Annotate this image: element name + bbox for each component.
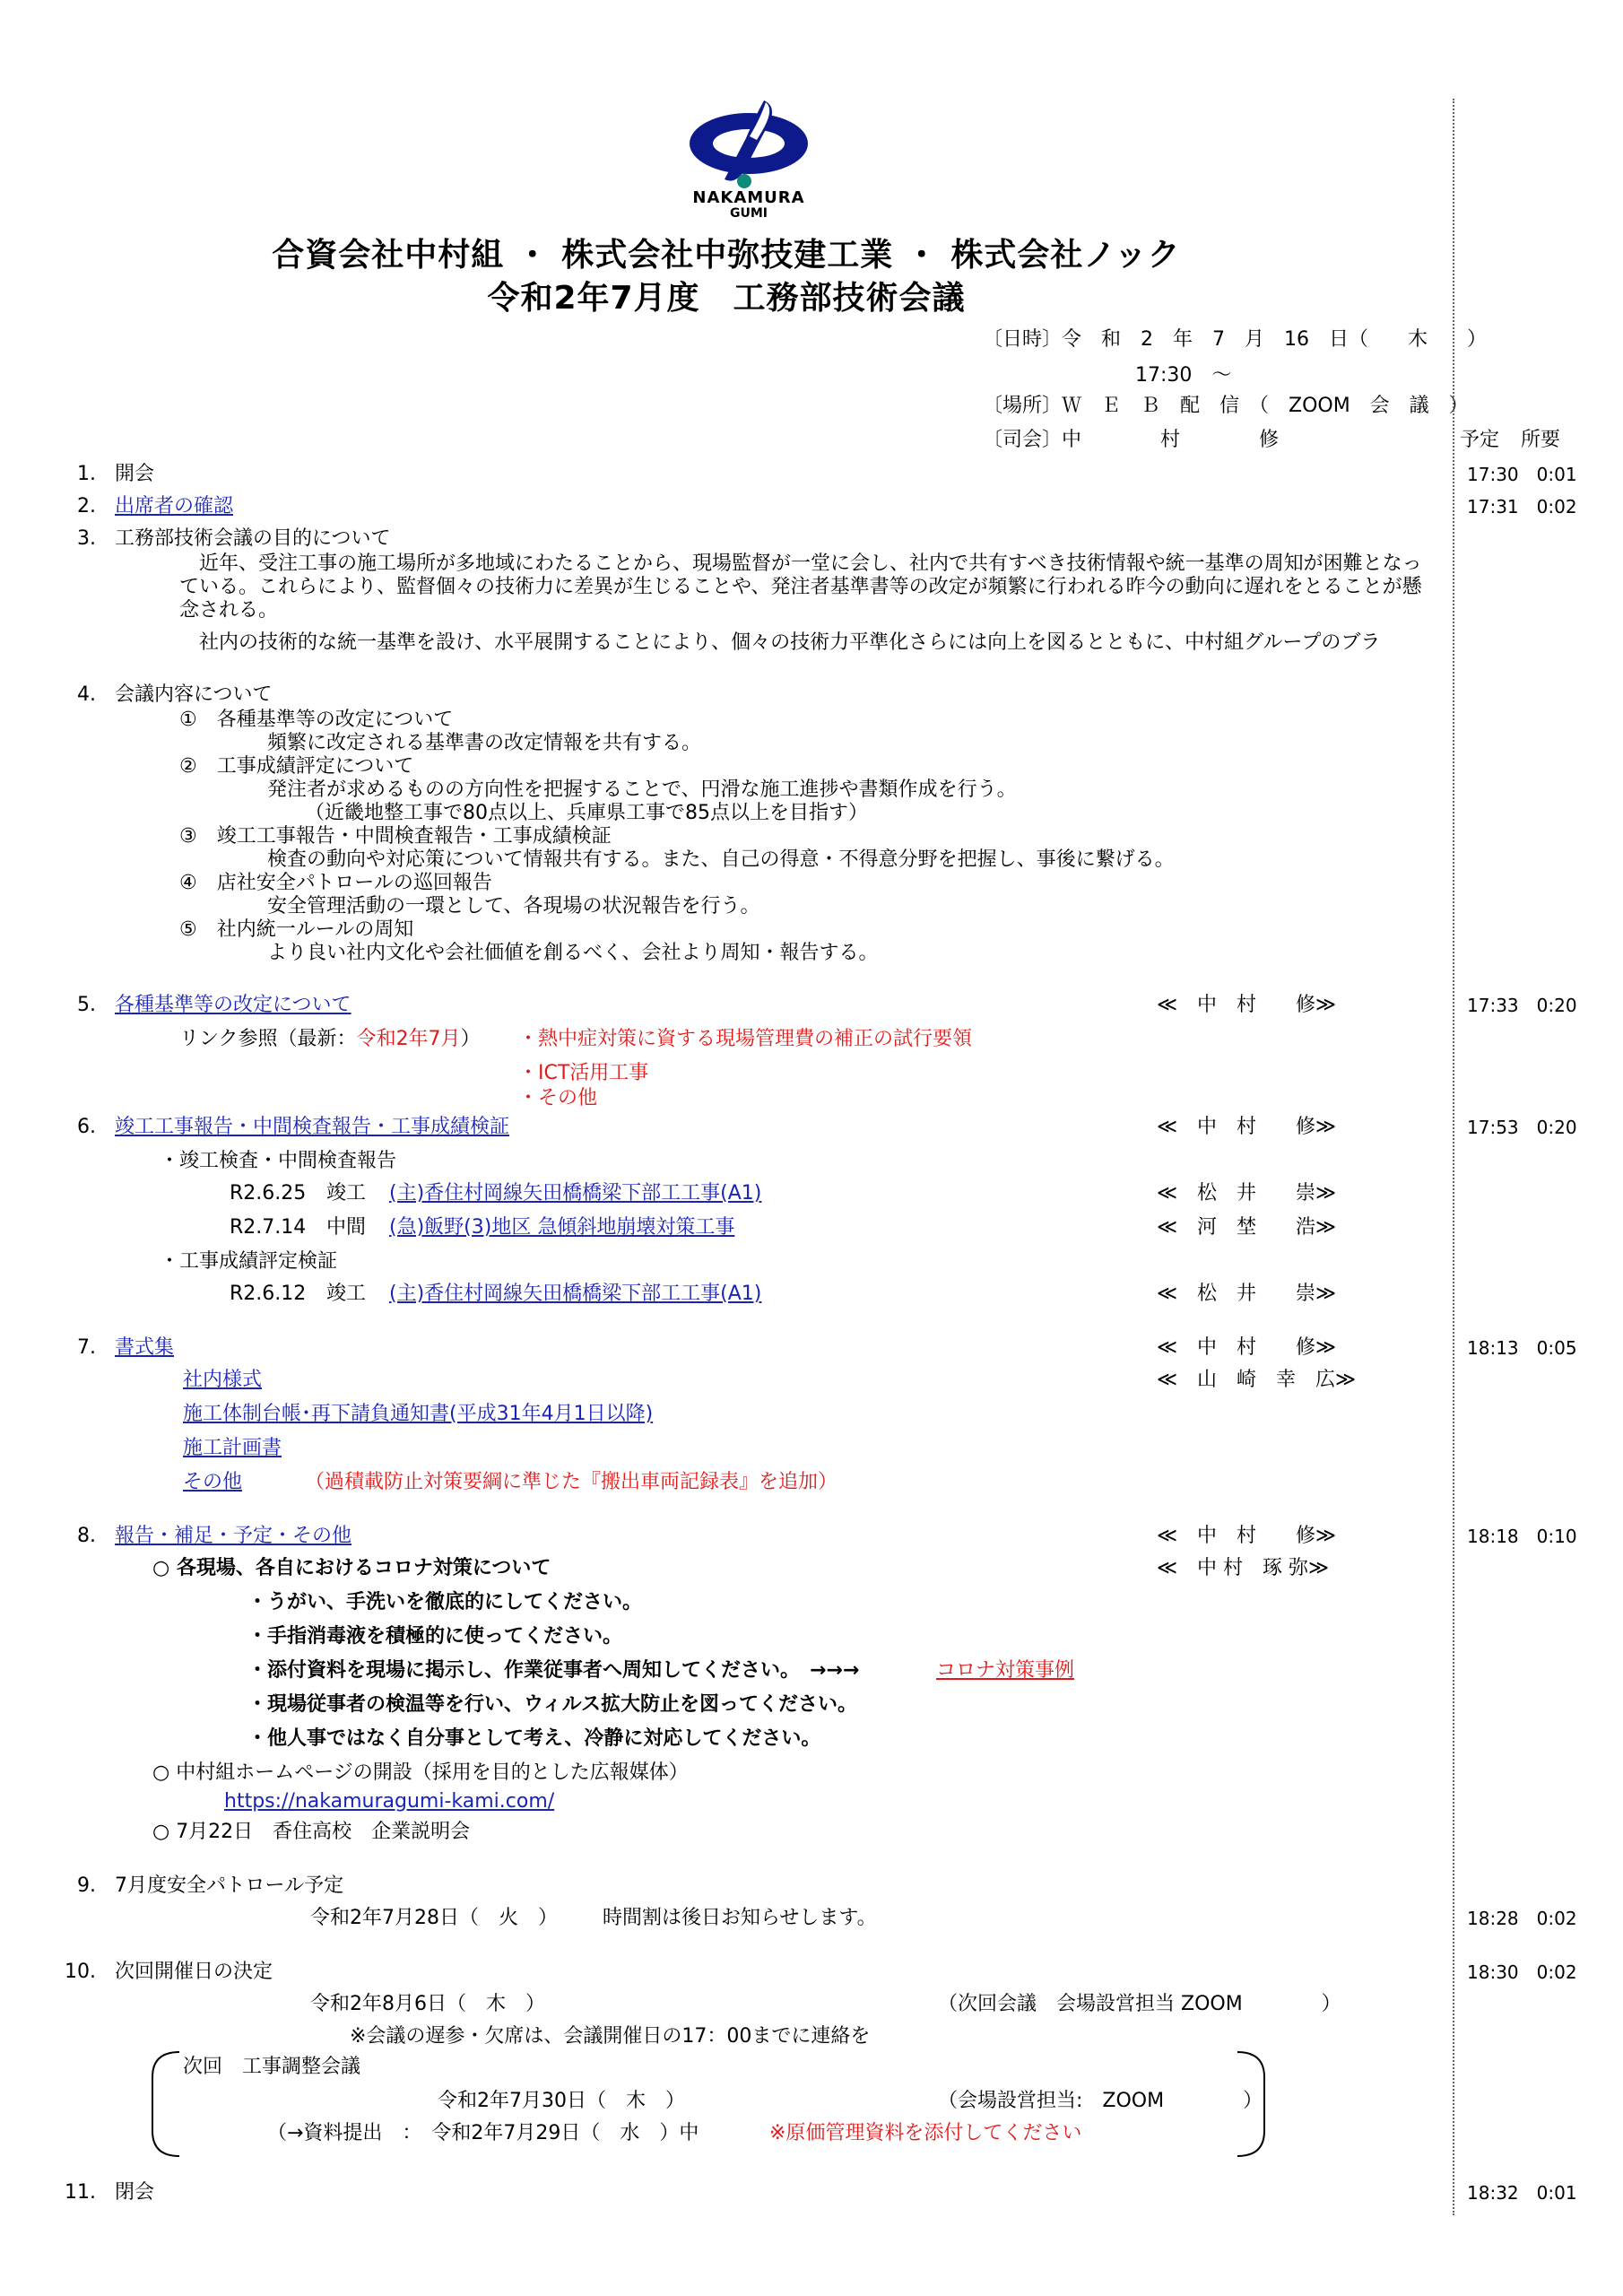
item-9-duration: 0:02 — [1536, 1908, 1577, 1929]
meeting-date: 〔日時〕令 和 2 年 7 月 16 日（ 木 ） — [983, 328, 1487, 351]
other-link[interactable]: ・その他 — [518, 1087, 598, 1109]
inspection-row-1-kind: 竣工 — [326, 1182, 367, 1205]
next-meeting-date: 令和2年8月6日（ 木 ） — [310, 1993, 545, 2015]
item-5-time: 17:33 — [1467, 995, 1519, 1016]
inspection-row-1-link[interactable]: (主)香住村岡線矢田橋橋梁下部工工事(A1) — [389, 1182, 762, 1205]
item-1-label: 開会 — [115, 463, 155, 485]
item-9-label: 7月度安全パトロール予定 — [115, 1874, 344, 1897]
construction-ledger-link[interactable]: 施工体制台帳･再下請負通知書(平成31年4月1日以降) — [183, 1403, 654, 1425]
item-6-duration: 0:20 — [1536, 1117, 1577, 1138]
purpose-paragraph-2: 社内の技術的な統一基準を設け、水平展開することにより、個々の技術力平準化さらには向上を図るとともに、中村組グループのブラ — [179, 631, 1381, 654]
agenda-line: 発注者が求めるものの方向性を把握することで、円滑な施工進捗や書類作成を行う。 — [267, 778, 1017, 801]
coordination-meeting-date: 令和2年7月30日（ 木 ） — [438, 2090, 685, 2112]
agenda-line: ⑤ 社内統一ルールの周知 — [179, 918, 414, 941]
inspection-row-2-date: R2.7.14 — [230, 1216, 307, 1239]
item-7-duration: 0:05 — [1536, 1337, 1577, 1359]
item-8-duration: 0:10 — [1536, 1526, 1577, 1547]
score-subheading: ・工事成績評定検証 — [160, 1250, 338, 1273]
covid-bullet: ・うがい、手洗いを徹底的にしてください。 — [247, 1591, 643, 1613]
item-10-time: 18:30 — [1467, 1961, 1519, 1983]
next-meeting-venue: （次回会議 会場設営担当 ZOOM ） — [938, 1993, 1341, 2015]
item-10-duration: 0:02 — [1536, 1961, 1577, 1983]
item-2-duration: 0:02 — [1536, 496, 1577, 517]
title-line-1: 合資会社中村組 ・ 株式会社中弥技建工業 ・ 株式会社ノック — [272, 237, 1181, 274]
agenda-line: 安全管理活動の一環として、各現場の状況報告を行う。 — [267, 895, 760, 918]
item-6-number: 6. — [77, 1116, 96, 1138]
agenda-line: ④ 店社安全パトロールの巡回報告 — [179, 872, 492, 894]
item-3-label: 工務部技術会議の目的について — [115, 527, 391, 550]
reference-date: 令和2年7月 — [356, 1028, 461, 1050]
item-3-number: 3. — [77, 527, 96, 550]
internal-forms-presenter: ≪ 山 崎 幸 広≫ — [1157, 1369, 1357, 1391]
item-2-number: 2. — [77, 495, 96, 517]
meeting-place: 〔場所〕Ｗ Ｅ Ｂ 配 信 （ ZOOM 会 議 ） — [983, 395, 1469, 417]
company-event-note: ○ 7月22日 香住高校 企業説明会 — [152, 1821, 471, 1843]
agenda-line: 頻繁に改定される基準書の改定情報を共有する。 — [267, 732, 702, 754]
forms-other-link[interactable]: その他 — [183, 1471, 243, 1493]
standards-revision-link[interactable]: 各種基準等の改定について — [115, 994, 352, 1016]
schedule-header-duration: 所要 — [1521, 429, 1561, 451]
item-1-time: 17:30 — [1467, 464, 1519, 485]
covid-heading: ○ 各現場、各自におけるコロナ対策について — [152, 1557, 551, 1579]
score-row-kind: 竣工 — [326, 1283, 367, 1305]
coordination-meeting-title: 次回 工事調整会議 — [183, 2056, 361, 2078]
inspection-report-link[interactable]: 竣工工事報告・中間検査報告・工事成績検証 — [115, 1116, 510, 1138]
material-deadline: （→資料提出 ： 令和2年7月29日（ 水 ）中 — [267, 2122, 699, 2144]
material-deadline-note: ※原価管理資料を添付してください — [769, 2122, 1082, 2144]
item-7-presenter: ≪ 中 村 修≫ — [1157, 1336, 1337, 1359]
score-row-date: R2.6.12 — [230, 1283, 307, 1305]
item-7-number: 7. — [77, 1336, 96, 1359]
inspection-row-1-presenter: ≪ 松 井 崇≫ — [1157, 1182, 1337, 1205]
agenda-line: （近畿地整工事で80点以上、兵庫県工事で85点以上を目指す） — [305, 802, 868, 824]
homepage-url-link[interactable]: https://nakamuragumi-kami.com/ — [224, 1790, 555, 1813]
agenda-line: ① 各種基準等の改定について — [179, 709, 454, 731]
score-row-presenter: ≪ 松 井 崇≫ — [1157, 1283, 1337, 1305]
item-10-number: 10. — [65, 1961, 96, 1983]
reference-label: リンク参照（最新： — [179, 1028, 357, 1050]
item-6-time: 17:53 — [1467, 1117, 1519, 1138]
covid-bullet: ・現場従事者の検温等を行い、ウィルス拡大防止を図ってください。 — [247, 1693, 858, 1716]
reports-link[interactable]: 報告・補足・予定・その他 — [115, 1525, 352, 1547]
meeting-time: 17:30 ～ — [1135, 364, 1232, 387]
schedule-divider — [1453, 99, 1454, 2215]
covid-presenter: ≪ 中 村 琢 弥≫ — [1157, 1557, 1330, 1579]
item-4-label: 会議内容について — [115, 683, 273, 706]
covid-examples-link[interactable]: コロナ対策事例 — [936, 1659, 1075, 1682]
item-11-time: 18:32 — [1467, 2182, 1519, 2204]
reference-close: ） — [460, 1028, 481, 1050]
item-5-schedule — [1467, 994, 1577, 1017]
agenda-line: ③ 竣工工事報告・中間検査報告・工事成績検証 — [179, 825, 612, 848]
item-11-number: 11. — [65, 2181, 96, 2204]
item-9-number: 9. — [77, 1874, 96, 1897]
item-5-number: 5. — [77, 994, 96, 1016]
inspection-row-1-date: R2.6.25 — [230, 1182, 307, 1205]
agenda-line: ② 工事成績評定について — [179, 755, 414, 778]
inspection-subheading: ・竣工検査・中間検査報告 — [160, 1150, 397, 1172]
title-line-2: 令和2年7月度 工務部技術会議 — [487, 280, 966, 317]
heatstroke-link[interactable]: ・熱中症対策に資する現場管理費の補正の試行要領 — [518, 1028, 973, 1050]
item-8-time: 18:18 — [1467, 1526, 1519, 1547]
reference-line — [179, 1028, 481, 1051]
nakamura-logo-icon — [681, 99, 816, 188]
item-2-time: 17:31 — [1467, 496, 1519, 517]
meeting-host: 〔司会〕中 村 修 — [983, 429, 1280, 451]
attendance-notice: ※会議の遅参・欠席は、会議開催日の17：00までに連絡を — [350, 2025, 871, 2048]
item-2-schedule — [1467, 495, 1577, 518]
item-11-label: 閉会 — [115, 2181, 155, 2204]
internal-forms-link[interactable]: 社内様式 — [183, 1369, 263, 1391]
forms-other-note: （過積載防止対策要綱に準じた『搬出車両記録表』を追加） — [305, 1471, 838, 1493]
homepage-note: ○ 中村組ホームページの開設（採用を目的とした広報媒体） — [152, 1761, 689, 1784]
inspection-row-2-presenter: ≪ 河 埜 浩≫ — [1157, 1216, 1337, 1239]
item-10-schedule — [1467, 1961, 1577, 1984]
item-6-presenter: ≪ 中 村 修≫ — [1157, 1116, 1337, 1138]
score-row-link[interactable]: (主)香住村岡線矢田橋橋梁下部工工事(A1) — [389, 1283, 762, 1305]
agenda-line: 検査の動向や対応策について情報共有する。また、自己の得意・不得意分野を把握し、事後に繋げる。 — [267, 848, 1175, 871]
item-1-duration: 0:01 — [1536, 464, 1577, 485]
item-5-presenter: ≪ 中 村 修≫ — [1157, 994, 1337, 1016]
construction-plan-link[interactable]: 施工計画書 — [183, 1437, 282, 1459]
ict-link[interactable]: ・ICT活用工事 — [518, 1062, 649, 1084]
company-logo — [681, 99, 816, 229]
agenda-line: より良い社内文化や会社価値を創るべく、会社より周知・報告する。 — [267, 942, 879, 964]
item-7-schedule — [1467, 1336, 1577, 1360]
inspection-row-2-kind: 中間 — [326, 1216, 367, 1239]
item-5-duration: 0:20 — [1536, 995, 1577, 1016]
covid-bullet: ・手指消毒液を積極的に使ってください。 — [247, 1625, 623, 1648]
item-1-number: 1. — [77, 463, 96, 485]
logo-text-top: NAKAMURA — [692, 188, 805, 207]
patrol-date: 令和2年7月28日（ 火 ） — [310, 1907, 558, 1929]
item-1-schedule — [1467, 463, 1577, 486]
item-6-schedule — [1467, 1116, 1577, 1139]
purpose-paragraph-1: 近年、受注工事の施工場所が多地域にわたることから、現場監督が一堂に会し、社内で共有すべき技術情報や統一基準の周知が困難となっている。これらにより、監督個々の技術力に差異が生じることや、発注者基準書等の改定が頻繁に行われる昨今の動向に遅れをとることが懸念される。 — [179, 552, 1422, 622]
coordination-meeting-venue: （会場設営担当: ZOOM ） — [938, 2090, 1263, 2112]
attendance-link[interactable]: 出席者の確認 — [115, 495, 234, 517]
item-11-duration: 0:01 — [1536, 2182, 1577, 2204]
item-7-time: 18:13 — [1467, 1337, 1519, 1359]
item-10-label: 次回開催日の決定 — [115, 1961, 273, 1983]
item-9-time: 18:28 — [1467, 1908, 1519, 1929]
item-8-number: 8. — [77, 1525, 96, 1547]
item-11-schedule — [1467, 2181, 1577, 2205]
logo-text-bottom: GUMI — [730, 206, 768, 221]
item-9-schedule — [1467, 1907, 1577, 1930]
item-4-number: 4. — [77, 683, 96, 706]
item-8-schedule — [1467, 1525, 1577, 1548]
item-8-presenter: ≪ 中 村 修≫ — [1157, 1525, 1337, 1547]
covid-bullet: ・添付資料を現場に掲示し、作業従事者へ周知してください。 →→→ — [247, 1659, 860, 1682]
inspection-row-2-link[interactable]: (急)飯野(3)地区 急傾斜地崩壊対策工事 — [389, 1216, 735, 1239]
forms-link[interactable]: 書式集 — [115, 1336, 175, 1359]
covid-bullet: ・他人事ではなく自分事として考え、冷静に対応してください。 — [247, 1727, 821, 1750]
schedule-header-planned: 予定 — [1460, 429, 1500, 451]
patrol-note: 時間割は後日お知らせします。 — [603, 1907, 877, 1929]
